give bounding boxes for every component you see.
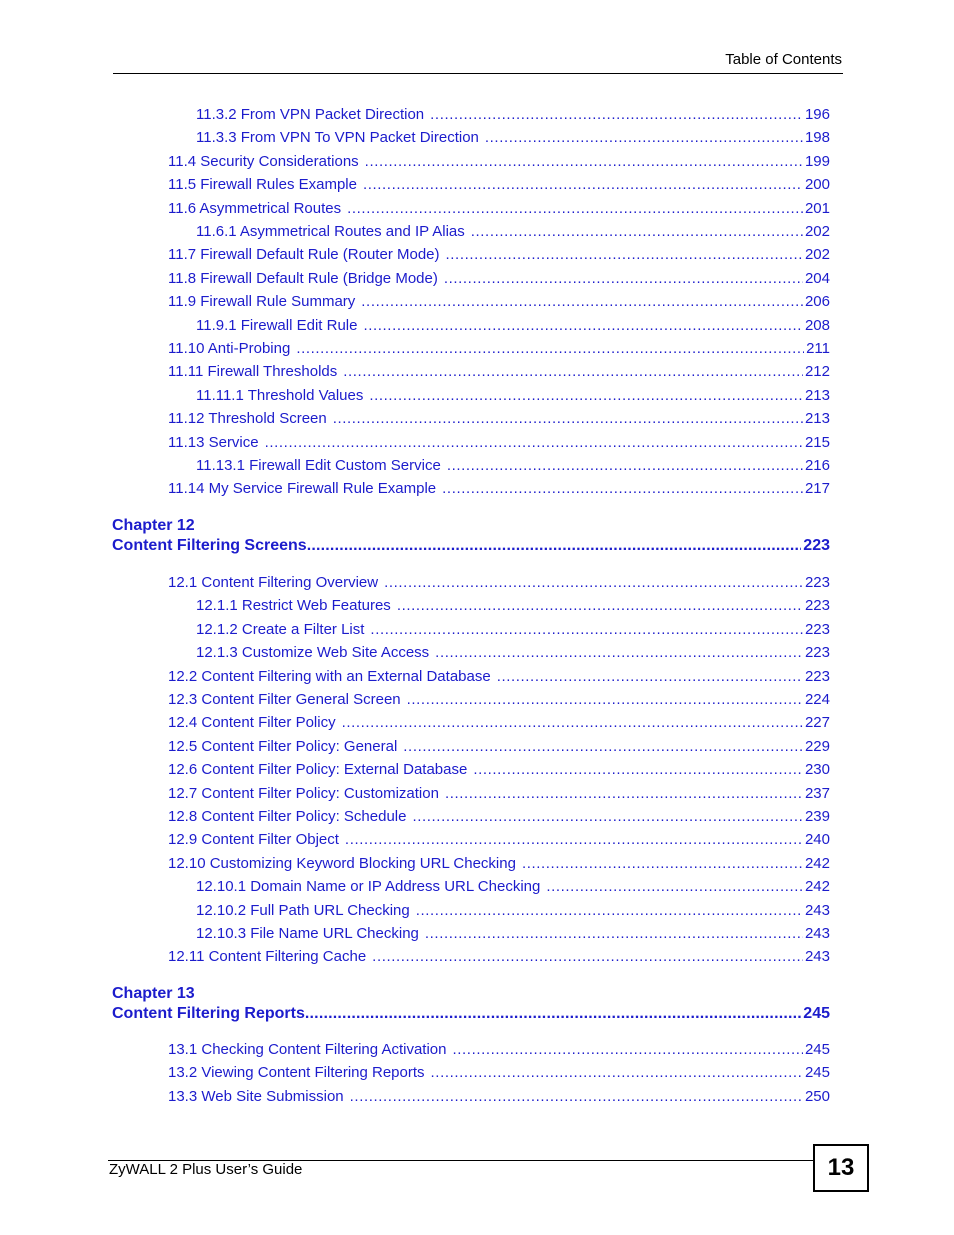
toc-entry-label: 12.10 Customizing Keyword Blocking URL Checking (168, 854, 516, 872)
dot-leader (370, 621, 803, 638)
toc-entry-label: 12.10.2 Full Path URL Checking (196, 901, 410, 919)
toc-entry[interactable] (196, 597, 830, 619)
dot-leader (522, 855, 803, 872)
toc-entry-label: 12.1.1 Restrict Web Features (196, 597, 391, 615)
dot-leader (333, 410, 803, 427)
toc-entry-label: 12.9 Content Filter Object (168, 831, 339, 849)
toc-entry[interactable] (168, 831, 830, 853)
toc-entry-label: 12.10.3 File Name URL Checking (196, 925, 419, 942)
dot-leader (343, 363, 803, 380)
dot-leader (365, 153, 803, 170)
toc-entry-label: 12.5 Content Filter Policy: General (168, 737, 398, 755)
toc-entry[interactable] (196, 644, 830, 666)
toc-entry[interactable] (168, 691, 830, 713)
toc-entry[interactable] (168, 574, 830, 596)
toc-entry[interactable] (168, 293, 830, 315)
toc-entry-label: 11.13 Service (168, 433, 259, 451)
dot-leader (363, 317, 803, 334)
toc-entry-page-number: 223 (804, 597, 830, 615)
dot-leader (446, 246, 803, 263)
toc-entry-page-number: 230 (804, 761, 830, 779)
dot-leader (397, 597, 803, 614)
toc-entry-page-number: 240 (804, 831, 830, 849)
toc-entry-page-number: 216 (804, 457, 830, 474)
toc-entry[interactable] (168, 176, 830, 198)
toc-entry-label: 12.8 Content Filter Policy: Schedule (168, 808, 407, 825)
toc-entry-label: 11.11.1 Threshold Values (196, 386, 364, 404)
toc-entry-page-number: 227 (804, 714, 830, 732)
toc-entry-label: 11.12 Threshold Screen (168, 410, 327, 428)
toc-entry[interactable] (168, 1041, 830, 1063)
toc-entry-label: 11.9.1 Firewall Edit Rule (196, 316, 358, 334)
dot-leader (296, 340, 804, 357)
dot-leader (445, 785, 803, 802)
toc-entry-label: 11.3.3 From VPN To VPN Packet Direction (196, 129, 479, 147)
toc-entry-label: 12.10.1 Domain Name or IP Address URL Checking (196, 878, 541, 896)
dot-leader (412, 808, 803, 825)
toc-entry[interactable] (196, 317, 830, 339)
toc-entry-label: 11.5 Firewall Rules Example (168, 176, 357, 194)
toc-entry-label: 11.7 Firewall Default Rule (Router Mode) (168, 246, 440, 264)
section-title: Table of Contents (725, 51, 842, 68)
toc-entry-page-number: 223 (804, 667, 830, 685)
dot-leader (497, 668, 803, 685)
toc-entry[interactable] (168, 363, 830, 385)
toc-entry[interactable] (168, 948, 830, 970)
guide-title: ZyWALL 2 Plus User’s Guide (109, 1161, 303, 1178)
dot-leader (435, 644, 803, 661)
toc-entry-page-number: 208 (804, 316, 830, 334)
toc-entry-page-number: 212 (804, 363, 830, 381)
dot-leader (444, 270, 803, 287)
toc-entry-page-number: 198 (804, 129, 830, 147)
toc-entry[interactable] (168, 153, 830, 175)
toc-entry-page-number: 223 (804, 574, 830, 591)
toc-entry-page-number: 217 (804, 480, 830, 498)
header-divider (113, 73, 843, 74)
toc-entry-label: 11.9 Firewall Rule Summary (168, 293, 356, 311)
toc-entry-page-number: 199 (804, 152, 830, 170)
dot-leader (372, 948, 803, 965)
toc-entry[interactable] (168, 270, 830, 292)
toc-entry-label: 11.14 My Service Firewall Rule Example (168, 480, 437, 498)
toc-entry-label: 13.2 Viewing Content Filtering Reports (168, 1064, 425, 1082)
toc-entry-label: 12.11 Content Filtering Cache (168, 948, 367, 966)
toc-entry-label: 12.1 Content Filtering Overview (168, 574, 379, 591)
toc-entry[interactable] (168, 738, 830, 760)
chapter-12-title-entry[interactable] (112, 537, 830, 559)
toc-entry-page-number: 242 (804, 854, 830, 872)
toc-entry-page-number: 223 (804, 620, 830, 638)
chapter-title: Content Filtering Reports (112, 1005, 305, 1022)
toc-entry-label: 13.1 Checking Content Filtering Activation (168, 1041, 447, 1058)
toc-entry-page-number: 196 (804, 106, 830, 123)
toc-entry[interactable] (168, 668, 830, 690)
chapter-13-heading[interactable]: Chapter 13 (112, 985, 195, 1002)
toc-entry[interactable] (196, 902, 830, 924)
toc-entry[interactable] (168, 1088, 830, 1110)
toc-entry-page-number: 243 (804, 925, 830, 942)
toc-entry[interactable] (168, 855, 830, 877)
toc-entry-page-number: 239 (804, 808, 830, 825)
toc-entry[interactable] (196, 387, 830, 409)
toc-entry-page-number: 215 (804, 433, 830, 451)
dot-leader (345, 831, 803, 848)
chapter-13-title-entry[interactable] (112, 1005, 830, 1027)
dot-leader (546, 878, 803, 895)
toc-entry-label: 11.11 Firewall Thresholds (168, 363, 338, 381)
dot-leader (485, 129, 803, 146)
toc-entry-page-number: 250 (804, 1087, 830, 1105)
toc-entry[interactable] (168, 714, 830, 736)
dot-leader (350, 1088, 803, 1105)
toc-entry-page-number: 202 (804, 223, 830, 240)
dot-leader (447, 457, 803, 474)
toc-entry-page-number: 224 (804, 691, 830, 708)
page-number-box (813, 1144, 869, 1192)
toc-entry[interactable] (196, 878, 830, 900)
toc-entry-label: 13.3 Web Site Submission (168, 1087, 344, 1105)
toc-entry-page-number: 243 (804, 948, 830, 966)
dot-leader (307, 537, 802, 555)
dot-leader (361, 293, 803, 310)
toc-entry[interactable] (168, 1064, 830, 1086)
toc-entry-page-number: 242 (804, 878, 830, 896)
dot-leader (369, 387, 803, 404)
dot-leader (363, 176, 803, 193)
toc-entry[interactable] (168, 761, 830, 783)
dot-leader (342, 714, 803, 731)
dot-leader (384, 574, 803, 591)
toc-entry[interactable] (168, 480, 830, 502)
toc-entry-label: 12.7 Content Filter Policy: Customization (168, 784, 439, 802)
dot-leader (403, 738, 803, 755)
toc-entry[interactable] (196, 925, 830, 947)
toc-entry-label: 11.3.2 From VPN Packet Direction (196, 106, 425, 123)
toc-entry-page-number: 229 (804, 737, 830, 755)
toc-entry-page-number: 213 (804, 386, 830, 404)
toc-entry-label: 11.6.1 Asymmetrical Routes and IP Alias (196, 223, 465, 240)
toc-entry-label: 12.6 Content Filter Policy: External Database (168, 761, 468, 779)
toc-entry-label: 11.10 Anti-Probing (168, 340, 291, 357)
toc-entry-page-number: 201 (804, 199, 830, 217)
dot-leader (347, 200, 803, 217)
dot-leader (425, 925, 803, 942)
toc-entry[interactable] (168, 340, 830, 362)
toc-entry-label: 11.13.1 Firewall Edit Custom Service (196, 457, 441, 474)
toc-entry-label: 12.1.2 Create a Filter List (196, 620, 365, 638)
toc-entry-page-number: 202 (804, 246, 830, 264)
dot-leader (416, 902, 803, 919)
chapter-title: Content Filtering Screens (112, 537, 307, 554)
dot-leader (431, 1064, 803, 1081)
toc-entry-page-number: 223 (804, 644, 830, 662)
toc-entry-page-number: 204 (804, 269, 830, 287)
toc-entry-page-number: 206 (804, 293, 830, 311)
chapter-page-number: 245 (803, 1005, 830, 1022)
toc-entry-page-number: 243 (804, 901, 830, 919)
toc-entry[interactable] (168, 246, 830, 268)
toc-entry[interactable] (168, 410, 830, 432)
dot-leader (305, 1005, 801, 1023)
chapter-12-heading[interactable]: Chapter 12 (112, 517, 195, 534)
page-number: 13 (827, 1154, 855, 1181)
dot-leader (471, 223, 803, 240)
dot-leader (453, 1041, 803, 1058)
toc-entry-label: 11.8 Firewall Default Rule (Bridge Mode) (168, 269, 438, 287)
toc-entry[interactable] (196, 621, 830, 643)
toc-entry-page-number: 211 (806, 340, 830, 357)
toc-entry[interactable] (196, 457, 830, 479)
toc-entry-label: 12.2 Content Filtering with an External Database (168, 667, 491, 685)
toc-entry-label: 11.6 Asymmetrical Routes (168, 199, 342, 217)
toc-entry[interactable] (168, 808, 830, 830)
dot-leader (430, 106, 803, 123)
toc-entry-label: 12.4 Content Filter Policy (168, 714, 336, 732)
toc-entry-label: 12.1.3 Customize Web Site Access (196, 644, 430, 662)
dot-leader (265, 434, 803, 451)
toc-entry[interactable] (168, 785, 830, 807)
toc-entry-page-number: 200 (804, 176, 830, 194)
toc-entry[interactable] (168, 434, 830, 456)
toc-entry-label: 11.4 Security Considerations (168, 152, 359, 170)
chapter-page-number: 223 (803, 537, 830, 554)
dot-leader (407, 691, 803, 708)
toc-entry-page-number: 245 (804, 1064, 830, 1082)
toc-entry-page-number: 245 (804, 1041, 830, 1058)
toc-entry[interactable] (196, 106, 830, 128)
toc-entry-page-number: 213 (804, 410, 830, 428)
toc-entry[interactable] (196, 129, 830, 151)
toc-entry[interactable] (168, 200, 830, 222)
dot-leader (442, 480, 803, 497)
dot-leader (473, 761, 803, 778)
toc-entry[interactable] (196, 223, 830, 245)
toc-entry-label: 12.3 Content Filter General Screen (168, 691, 401, 708)
toc-entry-page-number: 237 (804, 784, 830, 802)
